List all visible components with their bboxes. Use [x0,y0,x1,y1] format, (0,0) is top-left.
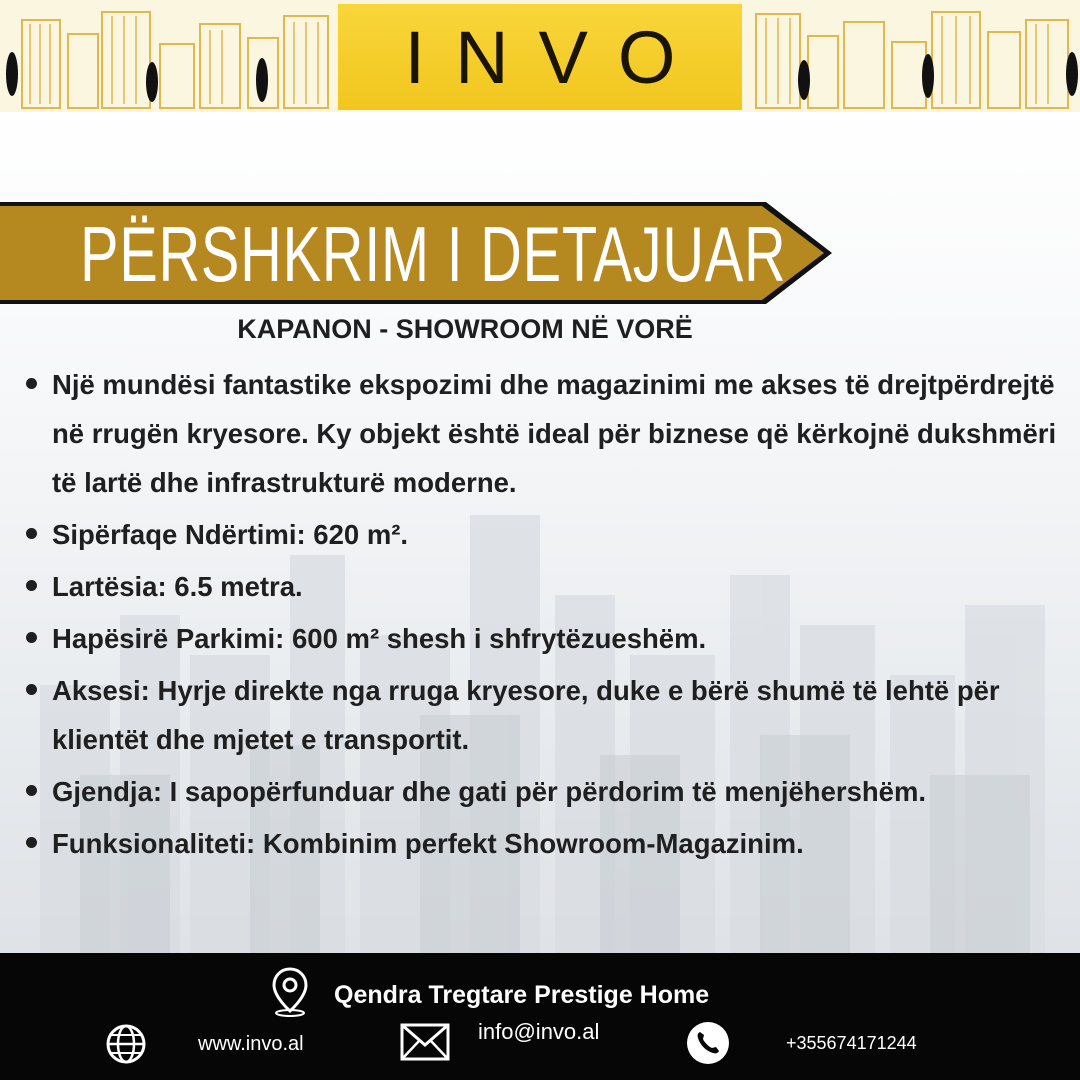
globe-icon [105,1023,147,1065]
envelope-icon [400,1023,450,1061]
list-item: Aksesi: Hyrje direkte nga rruga kryesore, duke e bërë shumë të lehtë për klientët dhe mjetet e transportit. [22,666,1062,764]
list-item: Funksionaliteti: Kombinim perfekt Showroom-Magazinim. [22,819,1062,868]
banner-title: PËRSHKRIM I DETAJUAR [80,210,787,298]
list-item: Një mundësi fantastike ekspozimi dhe magazinimi me akses të drejtpërdrejtë në rrugën kryesore. Ky objekt është ideal për biznese që kërkojnë dukshmëri të lartë dhe infrastrukturë moderne. [22,360,1062,507]
email-link[interactable]: info@invo.al [478,1019,600,1044]
subtitle: KAPANON - SHOWROOM NË VORË [237,314,693,344]
skyline-illustration-right [742,4,1080,110]
list-item: Gjendja: I sapopërfunduar dhe gati për përdorim të menjëhershëm. [22,767,1062,816]
website-link[interactable]: www.invo.al [198,1033,304,1055]
list-item: Sipërfaqe Ndërtimi: 620 m². [22,510,1062,559]
skyline-illustration [0,4,338,110]
bullet-icon [26,837,37,848]
footer [0,953,1080,1080]
bullet-icon [26,528,37,539]
details-list [22,360,1062,871]
address-text: Qendra Tregtare Prestige Home [334,981,710,1009]
logo-box [338,4,742,110]
logo-text: INVO [404,15,706,99]
bullet-icon [26,785,37,796]
list-item: Hapësirë Parkimi: 600 m² shesh i shfrytëzueshëm. [22,614,1062,663]
phone-icon [686,1021,730,1065]
header [0,0,1080,112]
bullet-icon [26,580,37,591]
list-item: Lartësia: 6.5 metra. [22,562,1062,611]
bullet-icon [26,632,37,643]
bullet-icon [26,378,37,389]
bullet-icon [26,684,37,695]
phone-link[interactable]: +355674171244 [786,1033,917,1053]
location-pin-icon [270,967,310,1017]
